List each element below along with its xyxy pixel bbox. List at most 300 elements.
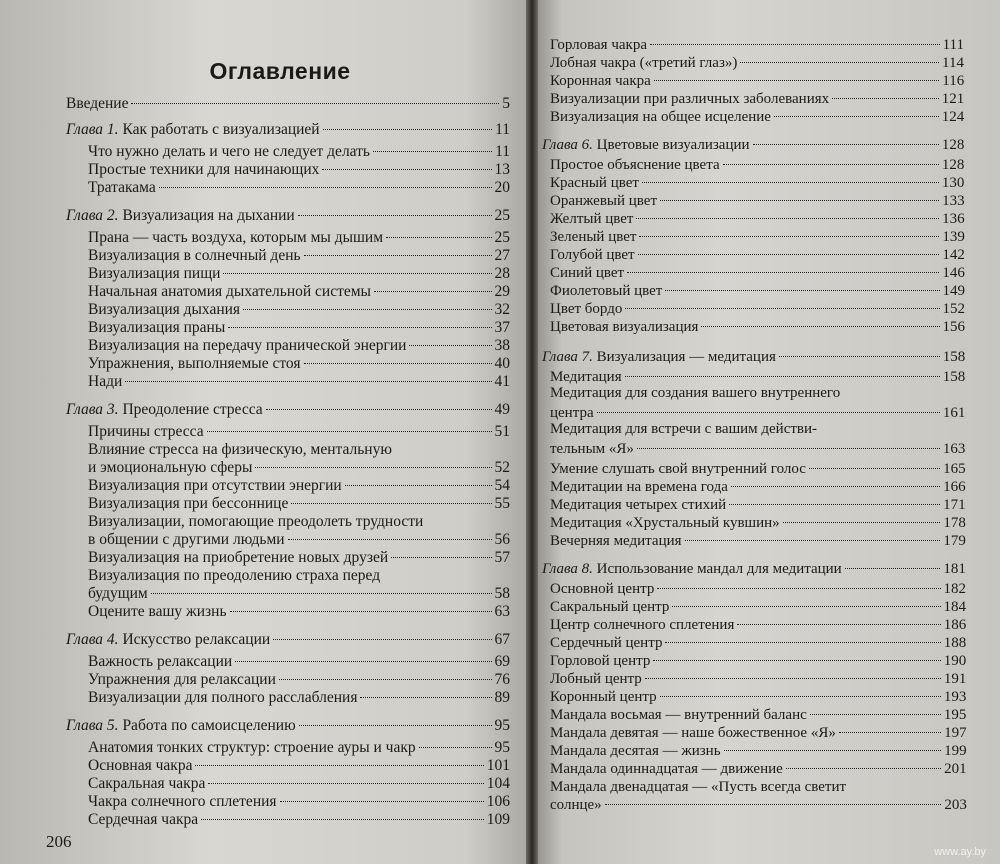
toc-entry-text: будущим — [88, 585, 148, 602]
toc-entry-text: Сердечная чакра — [88, 811, 199, 828]
toc-entry — [550, 246, 965, 264]
dot-leader — [159, 187, 492, 188]
toc-chapter-entry — [542, 348, 965, 366]
dot-leader — [779, 356, 940, 357]
toc-entry-text: Визуализация в солнечный день — [88, 247, 301, 264]
toc-page-number: 49 — [494, 401, 510, 418]
chapter-number: Глава 8. — [542, 561, 593, 577]
toc-page-number: 146 — [942, 265, 965, 281]
toc-entry-title — [550, 532, 682, 550]
dot-leader — [660, 696, 941, 697]
dot-leader — [230, 611, 492, 612]
toc-entry-title — [88, 179, 156, 197]
chapter-number: Глава 4. — [66, 631, 119, 648]
toc-page-number: 197 — [944, 725, 967, 741]
dot-leader — [280, 801, 484, 802]
toc-entry — [550, 210, 965, 228]
toc-page-number: 116 — [942, 73, 965, 89]
toc-entry-title — [88, 441, 392, 459]
dot-leader — [605, 804, 942, 805]
dot-leader — [665, 642, 940, 643]
dot-leader — [723, 164, 939, 165]
toc-entry — [88, 549, 510, 567]
toc-entry — [88, 513, 510, 531]
toc-entry-text: Начальная анатомия дыхательной системы — [88, 283, 371, 300]
book-gutter — [526, 0, 538, 864]
toc-entry — [550, 532, 966, 550]
toc-entry-text: Визуализация на общее исцеление — [550, 109, 771, 125]
toc-entry-title — [88, 319, 225, 337]
toc-entry-text: Медитация «Хрустальный кувшин» — [550, 515, 780, 531]
toc-entry — [550, 300, 965, 318]
toc-entry-title — [550, 264, 624, 282]
toc-page-number: 40 — [494, 355, 510, 372]
toc-entry-text: Лобный центр — [550, 671, 642, 687]
toc-entry-text: Что нужно делать и чего не следует делать — [88, 143, 370, 160]
toc-entry — [550, 108, 964, 126]
toc-entry-text: Визуализации для полного расслабления — [88, 689, 358, 706]
toc-entry — [88, 653, 510, 671]
toc-entry — [88, 567, 510, 585]
toc-entry-text: Преодоление стресса — [118, 401, 263, 418]
toc-entry-title — [88, 811, 198, 829]
toc-entry-title — [550, 496, 726, 514]
toc-entry-text: Медитации на времена года — [550, 479, 728, 495]
toc-entry-title — [88, 355, 301, 373]
dot-leader — [638, 254, 940, 255]
dot-leader — [322, 169, 491, 170]
toc-entry-title — [550, 90, 829, 108]
dot-leader — [729, 504, 940, 505]
toc-page-number: 149 — [942, 283, 965, 299]
toc-entry — [88, 811, 510, 829]
toc-entry — [88, 423, 510, 441]
dot-leader — [304, 255, 492, 256]
toc-entry — [550, 796, 967, 814]
dot-leader — [783, 522, 941, 523]
toc-page-number: 11 — [495, 143, 510, 160]
dot-leader — [273, 639, 491, 640]
toc-entry-title — [550, 796, 602, 814]
chapter-number: Глава 3. — [66, 401, 119, 418]
dot-leader — [243, 309, 491, 310]
toc-page-number: 142 — [942, 247, 965, 263]
toc-page-number: 178 — [943, 515, 966, 531]
toc-chapter-entry — [66, 401, 510, 419]
toc-page-number: 104 — [486, 775, 510, 792]
toc-entry-title — [542, 560, 842, 578]
toc-entry-title — [66, 717, 296, 735]
toc-entry — [550, 174, 964, 192]
toc-page-number: 156 — [942, 319, 965, 335]
toc-entry-text: Сакральный центр — [550, 599, 670, 615]
toc-page-number: 29 — [494, 283, 510, 300]
dot-leader — [636, 218, 939, 219]
toc-entry-text: Красный цвет — [550, 175, 639, 191]
toc-entry-text: Лобная чакра («третий глаз») — [550, 55, 738, 71]
dot-leader — [279, 679, 492, 680]
chapter-number: Глава 2. — [66, 207, 119, 224]
toc-page-number: 163 — [942, 441, 966, 457]
toc-entry-text: Визуализация праны — [88, 319, 226, 336]
dot-leader — [665, 290, 939, 291]
toc-page-number: 158 — [942, 369, 966, 385]
toc-entry-text: Мандала девятая — наше божественное «Я» — [550, 725, 836, 741]
toc-entry-title — [88, 477, 342, 495]
toc-entry — [88, 441, 510, 459]
toc-page-number: 69 — [494, 653, 510, 670]
dot-leader — [304, 363, 492, 364]
toc-entry-title — [550, 174, 639, 192]
toc-entry — [88, 477, 510, 495]
toc-entry-text: Медитация для создания вашего внутреннего — [550, 385, 841, 401]
toc-entry — [550, 688, 966, 706]
toc-entry — [88, 739, 510, 757]
toc-entry — [88, 283, 510, 301]
toc-entry — [550, 634, 966, 652]
dot-leader — [653, 660, 940, 661]
toc-entry — [550, 420, 965, 438]
toc-page-number: 184 — [943, 599, 966, 615]
toc-page-number: 199 — [944, 743, 967, 759]
toc-entry-text: Медитация четырех стихий — [550, 497, 727, 513]
dot-leader — [740, 62, 939, 63]
toc-entry-text: Центр солнечного сплетения — [550, 617, 735, 633]
toc-entry-text: Как работать с визуализацией — [118, 121, 320, 138]
toc-entry-title — [550, 760, 783, 778]
toc-page-number: 37 — [494, 319, 510, 336]
toc-entry-title — [550, 420, 817, 438]
toc-entry-text: Простые техники для начинающих — [88, 161, 320, 178]
toc-entry-title — [88, 757, 192, 775]
toc-entry — [550, 760, 967, 778]
toc-entry-text: Вечерняя медитация — [550, 533, 682, 549]
toc-entry-text: Чакра солнечного сплетения — [88, 793, 277, 810]
toc-entry — [550, 90, 964, 108]
dot-leader — [373, 151, 492, 152]
toc-entry — [550, 54, 964, 72]
toc-entry-text: Визуализация на дыхании — [118, 207, 295, 224]
toc-page-number: 13 — [494, 161, 510, 178]
dot-leader — [201, 819, 484, 820]
toc-entry — [550, 36, 964, 54]
toc-entry-text: солнце» — [550, 797, 602, 813]
toc-page-number: 114 — [942, 55, 964, 71]
toc-entry-text: Голубой цвет — [550, 247, 635, 263]
toc-page-number: 89 — [494, 689, 510, 706]
toc-chapter-entry — [66, 717, 510, 735]
toc-page-number: 20 — [494, 179, 510, 196]
toc-page-number: 58 — [494, 585, 510, 602]
toc-page-number: 193 — [943, 689, 967, 705]
toc-entry-title — [550, 652, 650, 670]
toc-page-number: 57 — [494, 549, 510, 566]
dot-leader — [291, 503, 491, 504]
toc-page-number: 186 — [943, 617, 967, 633]
toc-entry-title — [550, 72, 651, 90]
page-number: 206 — [46, 832, 72, 851]
toc-entry — [88, 265, 510, 283]
toc-entry-title — [66, 121, 320, 139]
toc-entry-title — [550, 36, 647, 54]
toc-entry-text: Нади — [88, 373, 123, 390]
toc-entry-title — [88, 495, 288, 513]
toc-entry-text: Искусство релаксации — [118, 631, 271, 648]
toc-entry-title — [550, 634, 662, 652]
toc-entry — [550, 496, 966, 514]
dot-leader — [786, 768, 941, 769]
toc-page-number: 54 — [494, 477, 510, 494]
dot-leader — [724, 750, 942, 751]
toc-entry-title — [550, 440, 634, 458]
dot-leader — [642, 182, 939, 183]
toc-page-number: 67 — [494, 631, 510, 648]
toc-entry — [550, 514, 966, 532]
toc-entry-text: Визуализация по преодолению страха перед — [88, 567, 381, 584]
toc-entry-title — [550, 318, 698, 336]
toc-entry — [88, 671, 510, 689]
toc-entry-text: Цветовые визуализации — [592, 137, 750, 153]
toc-page-number: 203 — [944, 797, 967, 813]
dot-leader — [228, 327, 491, 328]
toc-entry-title — [88, 459, 252, 477]
dot-leader — [125, 381, 491, 382]
toc-entry-title — [550, 724, 836, 742]
toc-entry-title — [88, 603, 227, 621]
toc-entry-text: Основная чакра — [88, 757, 193, 774]
toc-page-number: 55 — [494, 495, 510, 512]
toc-entry-text: Оранжевый цвет — [550, 193, 658, 209]
toc-chapter-entry — [542, 560, 966, 578]
toc-entry-title — [88, 283, 371, 301]
toc-entry — [550, 778, 967, 796]
toc-entry-title — [88, 513, 423, 531]
toc-entry-text: Визуализация пищи — [88, 265, 221, 282]
toc-entry-title — [550, 514, 780, 532]
toc-entry — [550, 384, 965, 402]
toc-chapter-entry — [542, 136, 964, 154]
toc-entry-text: Мандала десятая — жизнь — [550, 743, 721, 759]
toc-page-number: 165 — [943, 461, 966, 477]
toc-page-number: 95 — [494, 717, 510, 734]
toc-page-number: 95 — [494, 739, 510, 756]
toc-entry — [88, 143, 510, 161]
dot-leader — [151, 593, 492, 594]
dot-leader — [360, 697, 491, 698]
toc-entry-text: Зеленый цвет — [550, 229, 637, 245]
toc-entry-text: Коронный центр — [550, 689, 657, 705]
toc-entry — [550, 282, 965, 300]
toc-page-number: 56 — [494, 531, 510, 548]
toc-entry-title — [88, 301, 240, 319]
toc-entry-title — [550, 108, 771, 126]
toc-entry-title — [550, 156, 720, 174]
toc-entry-title — [88, 373, 122, 391]
toc-entry-title — [88, 775, 205, 793]
toc-entry — [66, 95, 510, 113]
dot-leader — [195, 765, 483, 766]
toc-entry-text: Мандала восьмая — внутренний баланс — [550, 707, 807, 723]
dot-leader — [208, 783, 483, 784]
toc-entry — [88, 689, 510, 707]
toc-entry — [550, 440, 965, 458]
toc-entry — [88, 337, 510, 355]
toc-entry-text: Работа по самоисцелению — [118, 717, 296, 734]
dot-leader — [809, 468, 940, 469]
toc-page-number: 128 — [941, 157, 965, 173]
chapter-number: Глава 7. — [542, 349, 593, 365]
toc-entry-text: Цветовая визуализация — [550, 319, 699, 335]
toc-page-number: 195 — [943, 707, 967, 723]
toc-page-number: 179 — [943, 533, 966, 549]
dot-leader — [685, 540, 941, 541]
dot-leader — [645, 678, 941, 679]
toc-entry-title — [550, 580, 654, 598]
toc-page-number: 121 — [941, 91, 965, 107]
toc-entry-text: Визуализации при различных заболеваниях — [550, 91, 830, 107]
toc-entry-text: Медитация для встречи с вашим действи- — [550, 421, 818, 437]
toc-entry-text: Визуализация при отсутствии энергии — [88, 477, 342, 494]
toc-entry-text: тельным «Я» — [550, 441, 634, 457]
toc-page-number: 25 — [494, 207, 510, 224]
dot-leader — [832, 98, 939, 99]
toc-entry-title — [88, 739, 416, 757]
toc-page-number: 27 — [494, 247, 510, 264]
toc-page-number: 201 — [944, 761, 967, 777]
toc-page-number: 139 — [942, 229, 965, 245]
toc-page-number: 182 — [943, 581, 966, 597]
toc-entry — [88, 229, 510, 247]
dot-leader — [625, 376, 940, 377]
toc-entry-title — [66, 95, 128, 113]
toc-entry-text: Визуализации, помогающие преодолеть трудности — [88, 513, 424, 530]
toc-entry-title — [550, 688, 657, 706]
toc-entry — [88, 247, 510, 265]
toc-entry-text: Визуализация дыхания — [88, 301, 241, 318]
dot-leader — [625, 308, 939, 309]
dot-leader — [323, 129, 492, 130]
dot-leader — [299, 725, 492, 726]
toc-entry — [550, 580, 966, 598]
toc-page-number: 161 — [942, 405, 966, 421]
dot-leader — [409, 345, 491, 346]
toc-entry — [88, 495, 510, 513]
dot-leader — [419, 747, 492, 748]
toc-entry-text: Анатомия тонких структур: строение ауры и чакр — [88, 739, 416, 756]
toc-entry — [550, 460, 966, 478]
toc-entry-text: Горловой центр — [550, 653, 651, 669]
toc-entry-title — [88, 247, 301, 265]
dot-leader — [255, 467, 491, 468]
toc-entry-title — [66, 401, 263, 419]
toc-entry-text: Использование мандал для медитации — [592, 561, 842, 577]
toc-entry-text: Мандала одиннадцатая — движение — [550, 761, 783, 777]
toc-page-number: 41 — [494, 373, 510, 390]
toc-entry — [88, 301, 510, 319]
toc-entry — [550, 228, 965, 246]
toc-entry-text: Визуализация при бессоннице — [88, 495, 289, 512]
toc-entry — [88, 459, 510, 477]
dot-leader — [223, 273, 491, 274]
toc-page-number: 25 — [494, 229, 510, 246]
dot-leader — [701, 326, 939, 327]
toc-entry-text: и эмоциональную сферы — [88, 459, 253, 476]
dot-leader — [810, 714, 941, 715]
toc-entry-text: Желтый цвет — [550, 211, 634, 227]
toc-entry-text: Цвет бордо — [550, 301, 623, 317]
toc-page-number: 111 — [942, 37, 964, 53]
toc-entry — [550, 724, 967, 742]
toc-entry-text: Горловая чакра — [550, 37, 647, 53]
toc-entry — [88, 355, 510, 373]
toc-entry — [550, 156, 964, 174]
toc-entry-title — [550, 670, 642, 688]
toc-page-number: 188 — [943, 635, 967, 651]
toc-entry-title — [542, 136, 750, 154]
dot-leader — [391, 557, 491, 558]
toc-entry-title — [550, 598, 669, 616]
toc-entry-text: Упражнения, выполняемые стоя — [88, 355, 301, 372]
toc-entry-text: Простое объяснение цвета — [550, 157, 720, 173]
toc-entry-title — [66, 207, 295, 225]
toc-chapter-entry — [66, 631, 510, 649]
toc-entry-text: Упражнения для релаксации — [88, 671, 276, 688]
toc-entry-title — [88, 337, 406, 355]
toc-page-number: 128 — [941, 137, 965, 153]
dot-leader — [597, 412, 940, 413]
toc-entry-title — [550, 478, 728, 496]
dot-leader — [298, 215, 492, 216]
toc-page-number: 136 — [942, 211, 965, 227]
toc-entry-text: Медитация — [550, 369, 622, 385]
toc-page-number: 166 — [943, 479, 966, 495]
toc-entry-text: Тратакама — [88, 179, 156, 196]
toc-entry-text: Влияние стресса на физическую, ментальную — [88, 441, 392, 458]
toc-entry-title — [550, 616, 734, 634]
toc-entry-title — [88, 585, 148, 603]
chapter-number: Глава 5. — [66, 717, 119, 734]
toc-entry-title — [88, 143, 370, 161]
toc-entry-title — [550, 192, 657, 210]
toc-entry-title — [550, 246, 635, 264]
toc-entry-title — [550, 54, 737, 72]
toc-entry — [88, 179, 510, 197]
toc-entry-title — [88, 567, 380, 585]
dot-leader — [288, 539, 492, 540]
toc-entry-text: Прана — часть воздуха, которым мы дышим — [88, 229, 384, 246]
toc-page-number: 51 — [494, 423, 510, 440]
toc-page-number: 171 — [943, 497, 966, 513]
toc-entry-text: Основной центр — [550, 581, 655, 597]
toc-entry — [550, 318, 965, 336]
toc-entry-title — [550, 210, 633, 228]
toc-entry-title — [550, 742, 721, 760]
toc-entry-text: Визуализация — медитация — [592, 349, 776, 365]
dot-leader — [266, 409, 492, 410]
toc-entry-title — [88, 653, 232, 671]
dot-leader — [660, 200, 939, 201]
toc-entry-title — [550, 706, 807, 724]
toc-entry-text: центра — [550, 405, 594, 421]
toc-entry — [88, 161, 510, 179]
toc-entry-text: Введение — [66, 95, 129, 112]
toc-page-number: 106 — [486, 793, 510, 810]
dot-leader — [637, 448, 940, 449]
toc-page-number: 38 — [494, 337, 510, 354]
toc-entry — [88, 319, 510, 337]
toc-entry — [550, 706, 966, 724]
right-page — [534, 0, 1000, 864]
